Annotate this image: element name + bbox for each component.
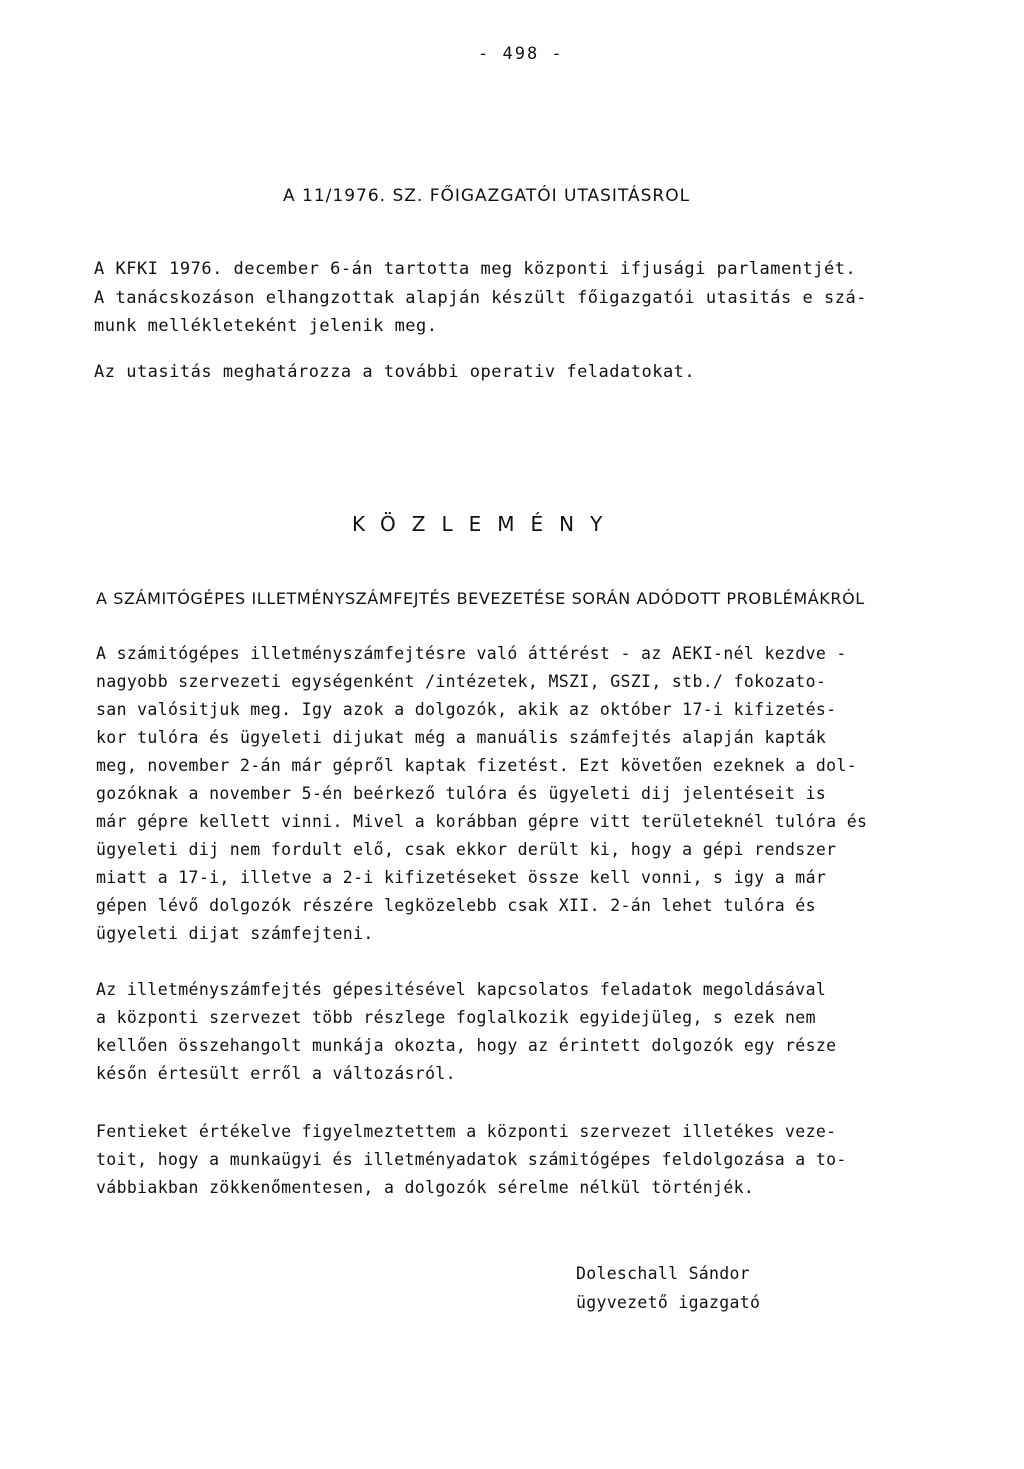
paragraph-1-line: ügyeleti dij nem fordult elő, csak ekkor derült ki, hogy a gépi rendszer [96,840,837,859]
paragraph-2-line: kellően összehangolt munkája okozta, hogy az érintett dolgozók egy része [96,1036,837,1055]
paragraph-1-line: gozóknak a november 5-én beérkező tulóra és ügyeleti dij jelentéseit is [96,784,827,803]
signature-name: Doleschall Sándor [576,1264,750,1283]
paragraph-1-line: san valósitjuk meg. Igy azok a dolgozók, akik az október 17-i kifizetés- [96,700,837,719]
signature-title: ügyvezető igazgató [576,1293,761,1312]
paragraph-1-line: gépen lévő dolgozók részére legközelebb csak XII. 2-án lehet tulóra és [96,896,816,915]
paragraph-1-line: meg, november 2-án már gépről kaptak fizetést. Ezt követően ezeknek a dol- [96,756,858,775]
intro-summary: Az utasitás meghatározza a további operativ feladatokat. [94,362,696,382]
paragraph-1-line: miatt a 17-i, illetve a 2-i kifizetéseket össze kell vonni, s igy a már [96,868,827,887]
paragraph-3-line: vábbiakban zökkenőmentesen, a dolgozók sérelme nélkül történjék. [96,1178,755,1197]
intro-line: munk mellékleteként jelenik meg. [94,316,438,336]
intro-line: A tanácskozáson elhangzottak alapján készült főigazgatói utasitás e szá- [94,288,867,308]
paragraph-2-line: Az illetményszámfejtés gépesitésével kapcsolatos feladatok megoldásával [96,980,827,999]
paragraph-2-line: későn értesült erről a változásról. [96,1064,456,1083]
paragraph-1-line: már gépre kellett vinni. Mivel a korábban gépre vitt területeknél tulóra és [96,812,868,831]
page-number: - 498 - [478,44,564,64]
announcement-title: KÖZLEMÉNY [352,512,619,536]
paragraph-1-line: kor tulóra és ügyeleti dijukat még a manuális számfejtés alapján kapták [96,728,827,747]
intro-line: A KFKI 1976. december 6-án tartotta meg központi ifjusági parlamentjét. [94,259,857,279]
paragraph-1-line: ügyeleti dijat számfejteni. [96,924,374,943]
announcement-subject: A SZÁMITÓGÉPES ILLETMÉNYSZÁMFEJTÉS BEVEZETÉSE SORÁN ADÓDOTT PROBLÉMÁKRÓL [96,589,865,608]
paragraph-2-line: a központi szervezet több részlege foglalkozik egyidejüleg, s ezek nem [96,1008,816,1027]
section-heading: A 11/1976. SZ. FŐIGAZGATÓI UTASITÁSROL [283,186,691,206]
paragraph-3-line: Fentieket értékelve figyelmeztettem a központi szervezet illetékes veze- [96,1122,837,1141]
paragraph-1-line: A számitógépes illetményszámfejtésre való áttérést - az AEKI-nél kezdve - [96,644,847,663]
paragraph-1-line: nagyobb szervezeti egységenként /intézetek, MSZI, GSZI, stb./ fokozato- [96,672,827,691]
paragraph-3-line: toit, hogy a munkaügyi és illetményadatok számitógépes feldolgozása a to- [96,1150,847,1169]
